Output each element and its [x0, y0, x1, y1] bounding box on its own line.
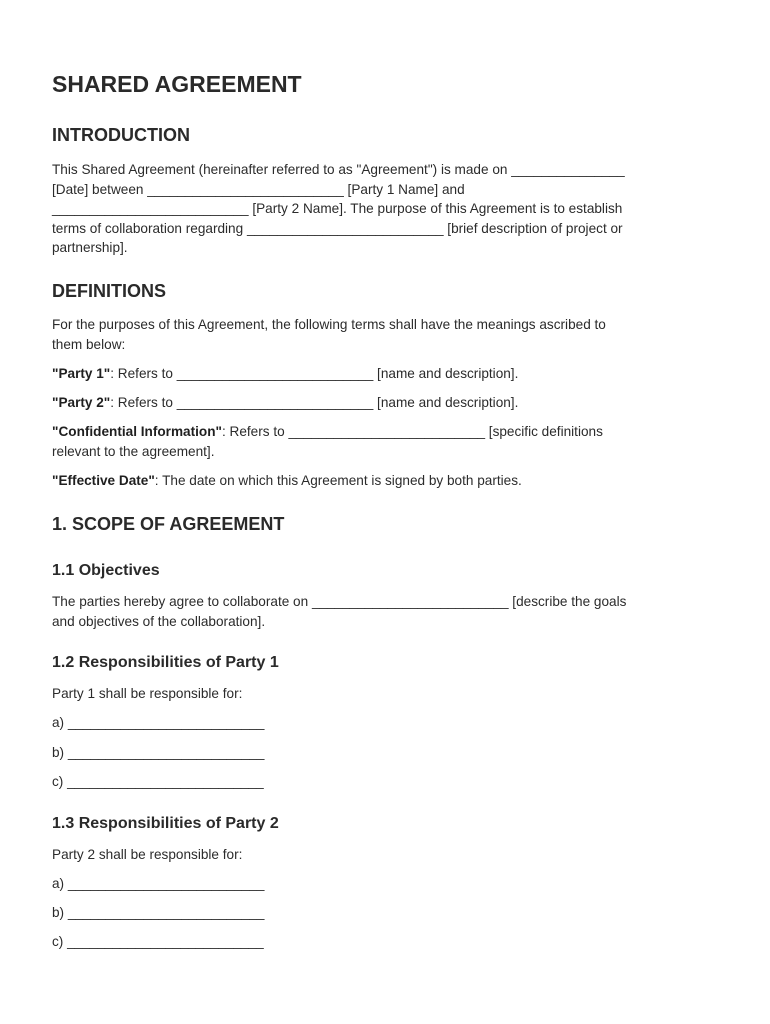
party-2-responsibility-item: a) __________________________	[52, 876, 265, 891]
definition-text: : Refers to __________________________ [specific definitions	[221, 424, 603, 439]
party-1-responsibility-item: b) __________________________	[52, 745, 265, 760]
objectives-heading: 1.1 Objectives	[52, 562, 160, 579]
introduction-line: __________________________ [Party 2 Name]. The purpose of this Agreement is to establish	[52, 201, 623, 217]
objectives-line: and objectives of the collaboration].	[52, 613, 266, 629]
introduction-heading: INTRODUCTION	[52, 125, 190, 145]
introduction-line: [Date] between __________________________ [Party 1 Name] and	[52, 181, 465, 197]
definition-text: : The date on which this Agreement is signed by both parties.	[154, 473, 522, 488]
definitions-intro	[52, 315, 714, 354]
party-2-responsibility-item: c) __________________________	[52, 934, 264, 949]
definition-text: : Refers to __________________________ [name and description].	[110, 366, 519, 381]
definitions-heading: DEFINITIONS	[52, 281, 167, 301]
definition-text: relevant to the agreement].	[52, 443, 215, 459]
definition-text: : Refers to __________________________ [name and description].	[110, 395, 519, 410]
party-1-responsibility-item: c) __________________________	[52, 774, 264, 789]
definition-term: "Effective Date"	[52, 473, 155, 488]
definition-confidential-information	[52, 422, 714, 461]
party-2-responsibilities-heading: 1.3 Responsibilities of Party 2	[52, 815, 279, 832]
party-2-responsibility-item: b) __________________________	[52, 905, 265, 920]
party-1-responsibilities-intro: Party 1 shall be responsible for:	[52, 686, 243, 701]
party-1-responsibility-item: a) __________________________	[52, 715, 265, 730]
definition-party-1	[52, 364, 714, 384]
introduction-line: terms of collaboration regarding __________________________ [brief description of project or	[52, 220, 623, 236]
document-title: SHARED AGREEMENT	[52, 71, 302, 97]
scope-heading: 1. SCOPE OF AGREEMENT	[52, 514, 285, 534]
objectives-line: The parties hereby agree to collaborate on __________________________ [describe the goals	[52, 594, 627, 609]
definition-term: "Party 2"	[52, 395, 111, 410]
definition-effective-date	[52, 471, 714, 491]
definitions-intro-line: them below:	[52, 336, 126, 352]
definition-party-2	[52, 393, 714, 413]
definitions-intro-line: For the purposes of this Agreement, the following terms shall have the meanings ascribed to	[52, 317, 606, 332]
objectives-paragraph	[52, 592, 714, 631]
definition-term: "Party 1"	[52, 366, 111, 381]
introduction-paragraph	[52, 160, 714, 258]
party-2-responsibilities-intro: Party 2 shall be responsible for:	[52, 847, 243, 862]
introduction-line: This Shared Agreement (hereinafter referred to as "Agreement") is made on _______________	[52, 162, 625, 177]
introduction-line: partnership].	[52, 240, 128, 256]
definition-term: "Confidential Information"	[52, 424, 222, 439]
party-1-responsibilities-heading: 1.2 Responsibilities of Party 1	[52, 654, 279, 671]
